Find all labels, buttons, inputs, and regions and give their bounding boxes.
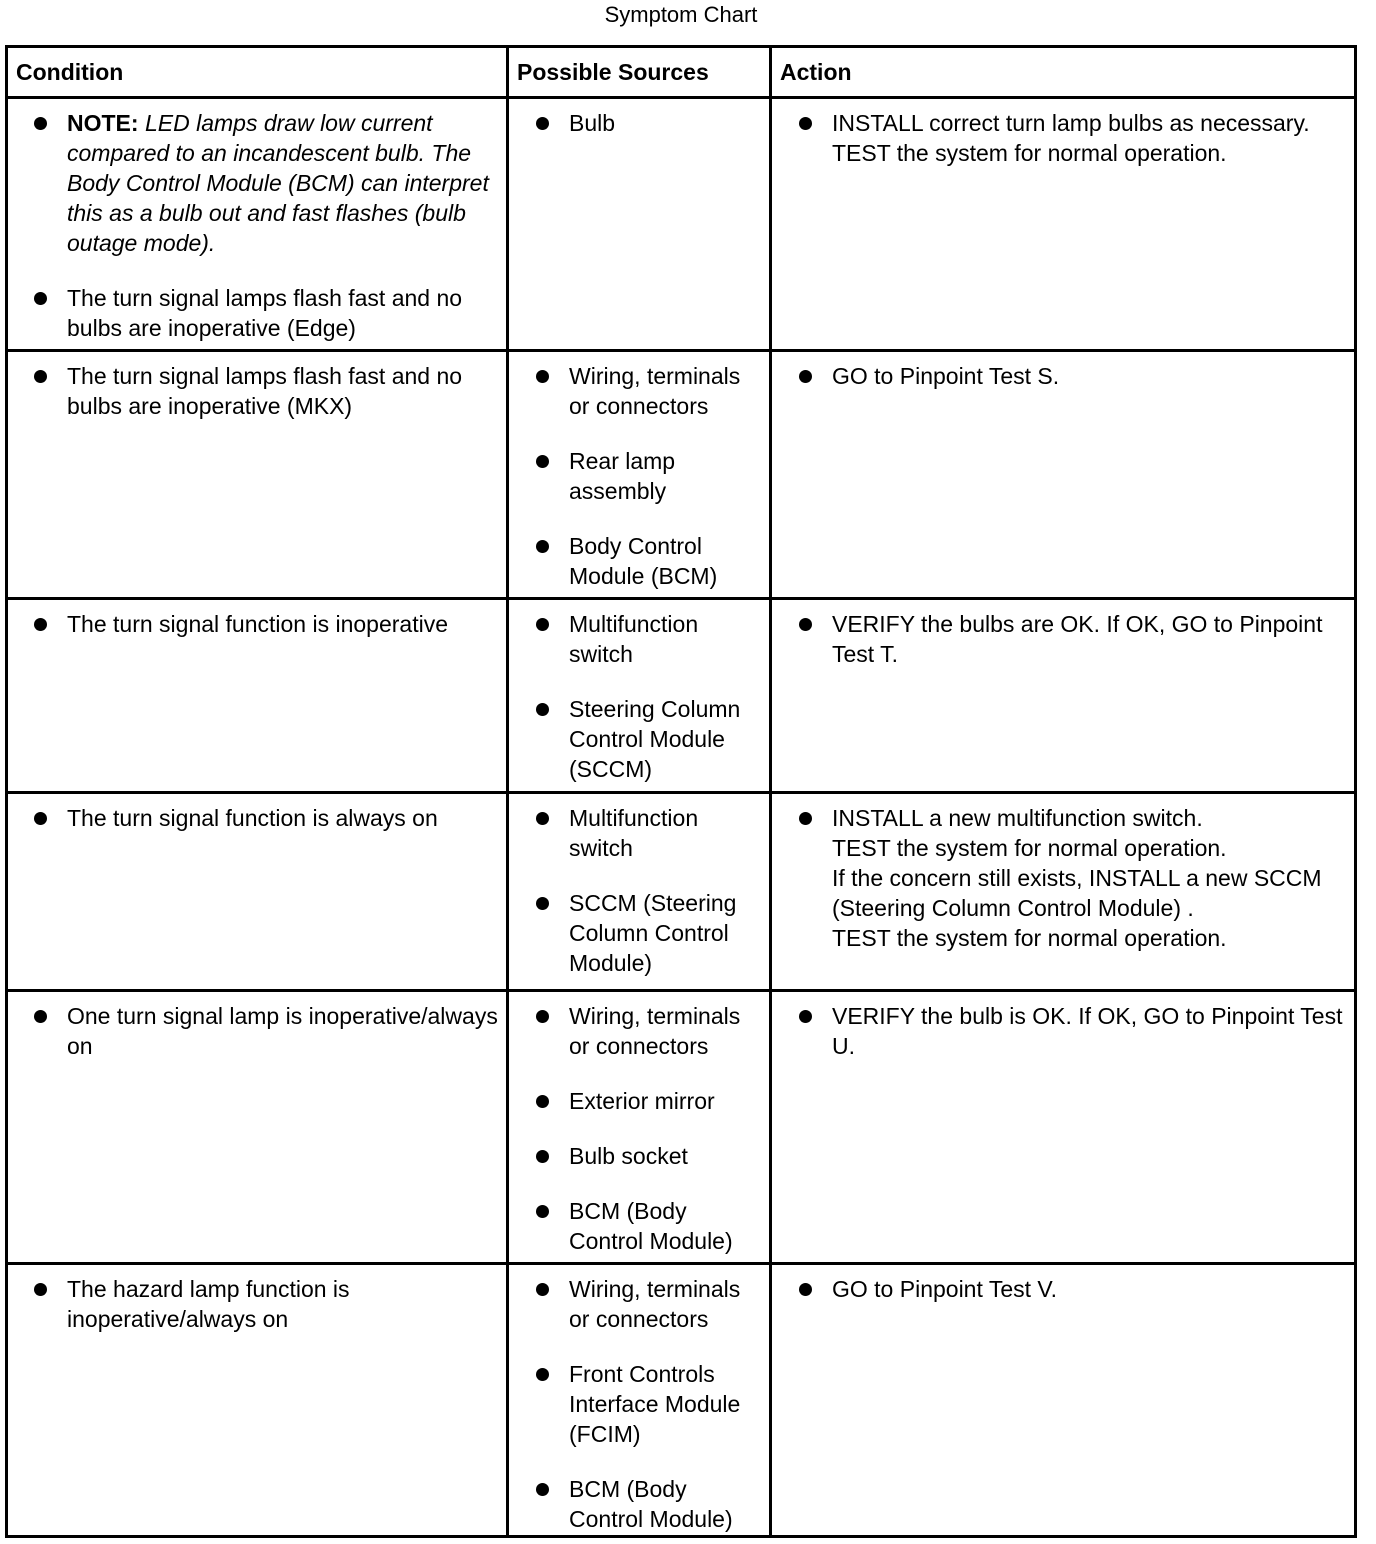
source-item: Multifunction switch	[534, 803, 763, 863]
symptom-chart-table	[5, 45, 1357, 1538]
source-item: Wiring, terminals or connectors	[534, 1274, 763, 1334]
action-item: GO to Pinpoint Test S.	[797, 361, 1344, 391]
action-cell	[772, 99, 1354, 352]
header-condition: Condition	[8, 48, 509, 96]
condition-cell	[8, 794, 509, 992]
source-item: Steering Column Control Module (SCCM)	[534, 694, 763, 784]
header-possible-sources: Possible Sources	[509, 48, 772, 96]
note-text: LED lamps draw low current compared to an incandescent bulb. The Body Control Module (BCM) can interpret this as a bulb out and fast flashes (bulb outage mode).	[67, 110, 489, 256]
condition-item: The turn signal function is inoperative	[32, 609, 498, 639]
condition-item: The turn signal lamps flash fast and no bulbs are inoperative (Edge)	[32, 283, 498, 343]
source-item: Body Control Module (BCM)	[534, 531, 763, 591]
note-label: NOTE:	[67, 110, 139, 136]
condition-cell	[8, 1265, 509, 1538]
sources-cell	[509, 99, 772, 352]
condition-item: The turn signal function is always on	[32, 803, 498, 833]
action-item: VERIFY the bulbs are OK. If OK, GO to Pinpoint Test T.	[797, 609, 1344, 669]
source-item: Wiring, terminals or connectors	[534, 1001, 763, 1061]
header-row	[8, 48, 1354, 96]
source-item: BCM (Body Control Module)	[534, 1196, 763, 1256]
source-item: Rear lamp assembly	[534, 446, 763, 506]
condition-item: The turn signal lamps flash fast and no bulbs are inoperative (MKX)	[32, 361, 498, 421]
source-item: Multifunction switch	[534, 609, 763, 669]
header-action: Action	[780, 59, 852, 85]
condition-item: One turn signal lamp is inoperative/always on	[32, 1001, 498, 1061]
chart-title: Symptom Chart	[604, 2, 758, 27]
table-row	[8, 1262, 1354, 1538]
sources-cell	[509, 352, 772, 600]
source-item: Wiring, terminals or connectors	[534, 361, 763, 421]
action-item: VERIFY the bulb is OK. If OK, GO to Pinpoint Test U.	[797, 1001, 1344, 1061]
sources-cell	[509, 1265, 772, 1538]
condition-note	[32, 108, 498, 258]
sources-cell	[509, 600, 772, 794]
table-row	[8, 989, 1354, 1265]
action-cell	[772, 794, 1354, 992]
sources-cell	[509, 992, 772, 1265]
table-row	[8, 96, 1354, 352]
action-cell	[772, 1265, 1354, 1538]
table-row	[8, 349, 1354, 600]
source-item: Exterior mirror	[534, 1086, 763, 1116]
table-row	[8, 597, 1354, 794]
source-item: Front Controls Interface Module (FCIM)	[534, 1359, 763, 1449]
condition-cell	[8, 352, 509, 600]
table-row	[8, 791, 1354, 992]
source-item: SCCM (Steering Column Control Module)	[534, 888, 763, 978]
condition-item: The hazard lamp function is inoperative/always on	[32, 1274, 498, 1334]
action-cell	[772, 352, 1354, 600]
action-cell	[772, 992, 1354, 1265]
source-item: Bulb	[534, 108, 763, 138]
source-item: Bulb socket	[534, 1141, 763, 1171]
action-cell	[772, 600, 1354, 794]
condition-cell	[8, 992, 509, 1265]
action-item: INSTALL a new multifunction switch. TEST the system for normal operation. If the concern still exists, INSTALL a new SCCM (Steering Column Control Module) . TEST the system for normal operation.	[797, 803, 1344, 953]
action-item: GO to Pinpoint Test V.	[797, 1274, 1344, 1304]
condition-cell	[8, 99, 509, 352]
action-item: INSTALL correct turn lamp bulbs as necessary. TEST the system for normal operation.	[797, 108, 1344, 168]
source-item: BCM (Body Control Module)	[534, 1474, 763, 1534]
sources-cell	[509, 794, 772, 992]
condition-cell	[8, 600, 509, 794]
